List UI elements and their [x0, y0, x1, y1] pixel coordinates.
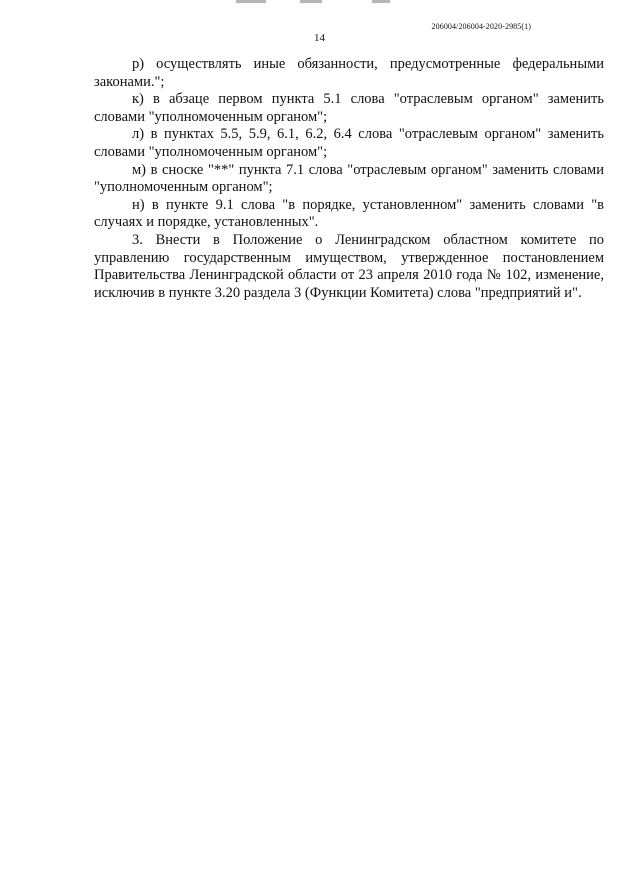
- scan-artifact: [372, 0, 390, 3]
- scan-artifact: [236, 0, 266, 3]
- paragraph-clause-3: 3. Внести в Положение о Ленинградском областном комитете по управлению государственным имуществом, утвержденное постановлением Правительства Ленинградской области от 23 апреля 2010 года № 102, изменение, исключив в пункте 3.20 раздела 3 (Функции Комитета) слова "предприятий и".: [94, 231, 604, 301]
- paragraph-item-k: к) в абзаце первом пункта 5.1 слова "отраслевым органом" заменить словами "уполномоченным органом";: [94, 91, 604, 125]
- paragraph-item-m: м) в сноске "**" пункта 7.1 слова "отраслевым органом" заменить словами "уполномоченным органом";: [94, 161, 604, 196]
- document-body: [94, 56, 604, 302]
- paragraph-item-r: р) осуществлять иные обязанности, предусмотренные федеральными законами.";: [94, 56, 604, 90]
- page-number: 14: [314, 32, 325, 44]
- paragraph-item-l: л) в пунктах 5.5, 5.9, 6.1, 6.2, 6.4 слова "отраслевым органом" заменить словами "уполномоченным органом";: [94, 126, 604, 160]
- document-id: 206004/206004-2020-2985(1): [431, 22, 531, 31]
- scan-artifact: [300, 0, 322, 3]
- paragraph-item-n: н) в пункте 9.1 слова "в порядке, установленном" заменить словами "в случаях и порядке, установленных".: [94, 196, 604, 231]
